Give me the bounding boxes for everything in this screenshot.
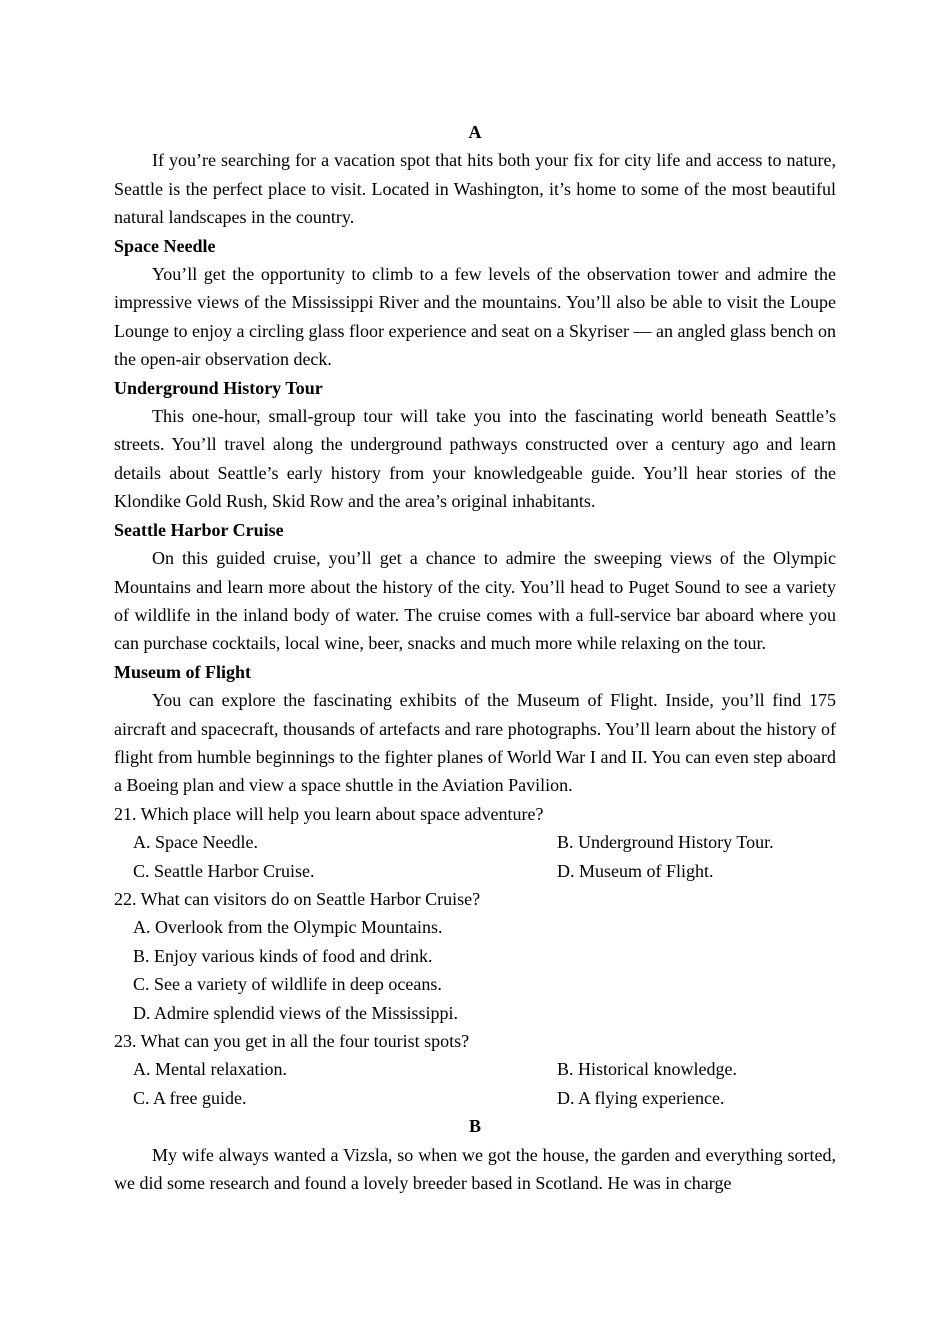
question-21: 21. Which place will help you learn about space adventure? <box>114 803 544 824</box>
option-22-c: C. See a variety of wildlife in deep oceans. <box>133 974 442 995</box>
question-21-options-row-2 <box>114 857 836 885</box>
spot-text-museum-of-flight: You can explore the fascinating exhibits of the Museum of Flight. Inside, you’ll find 175 aircraft and spacecraft, thousands of artefacts and rare photographs. You’ll learn about the history of flight from humble beginnings to the fighter planes of World War I and II. You can even step aboard a Boeing plan and view a space shuttle in the Aviation Pavilion. <box>114 690 836 796</box>
option-22-d: D. Admire splendid views of the Mississippi. <box>133 1002 458 1023</box>
option-23-d: D. A flying experience. <box>557 1087 725 1108</box>
spot-heading-space-needle: Space Needle <box>114 235 216 256</box>
spot-text-space-needle: You’ll get the opportunity to climb to a few levels of the observation tower and admire the impressive views of the Mississippi River and the mountains. You’ll also be able to visit the Loupe Lounge to enjoy a circling glass floor experience and seat on a Skyriser — an angled glass bench on the open-air observation deck. <box>114 264 836 370</box>
option-22-b: B. Enjoy various kinds of food and drink. <box>133 945 433 966</box>
question-23-options-row-1 <box>114 1055 836 1083</box>
question-22: 22. What can visitors do on Seattle Harbor Cruise? <box>114 888 481 909</box>
option-21-b: B. Underground History Tour. <box>557 832 774 853</box>
option-22-a: A. Overlook from the Olympic Mountains. <box>133 917 443 938</box>
question-23: 23. What can you get in all the four tourist spots? <box>114 1031 470 1051</box>
spot-text-underground-tour: This one-hour, small-group tour will take you into the fascinating world beneath Seattle’s streets. You’ll travel along the underground pathways constructed over a century ago and learn details about Seattle’s early history from your knowledgeable guide. You’ll hear stories of the Klondike Gold Rush, Skid Row and the area’s original inhabitants. <box>114 406 836 512</box>
option-21-a: A. Space Needle. <box>133 832 258 853</box>
option-23-c: C. A free guide. <box>133 1087 247 1108</box>
section-a-label: A <box>468 122 482 142</box>
spot-text-harbor-cruise: On this guided cruise, you’ll get a chance to admire the sweeping views of the Olympic Mountains and learn more about the history of the city. You’ll head to Puget Sound to see a variety of wildlife in the inland body of water. The cruise comes with a full-service bar aboard where you can purchase cocktails, local wine, beer, snacks and much more while relaxing on the tour. <box>114 548 836 654</box>
spot-heading-underground-tour: Underground History Tour <box>114 377 323 398</box>
question-21-options-row-1 <box>114 828 836 856</box>
option-23-a: A. Mental relaxation. <box>133 1059 287 1080</box>
spot-heading-museum-of-flight: Museum of Flight <box>114 661 251 682</box>
question-23-options-row-2 <box>114 1084 836 1112</box>
section-b-label: B <box>468 1116 481 1137</box>
spot-heading-harbor-cruise: Seattle Harbor Cruise <box>114 519 284 540</box>
option-21-c: C. Seattle Harbor Cruise. <box>133 860 315 881</box>
option-23-b: B. Historical knowledge. <box>557 1059 737 1080</box>
intro-paragraph: If you’re searching for a vacation spot that hits both your fix for city life and access to nature, Seattle is the perfect place to visit. Located in Washington, it’s home to some of the most beautiful natural landscapes in the country. <box>114 150 836 228</box>
option-21-d: D. Museum of Flight. <box>557 860 714 881</box>
document-page <box>114 118 836 1197</box>
section-b-paragraph: My wife always wanted a Vizsla, so when we got the house, the garden and everything sorted, we did some research and found a lovely breeder based in Scotland. He was in charge <box>114 1144 836 1194</box>
